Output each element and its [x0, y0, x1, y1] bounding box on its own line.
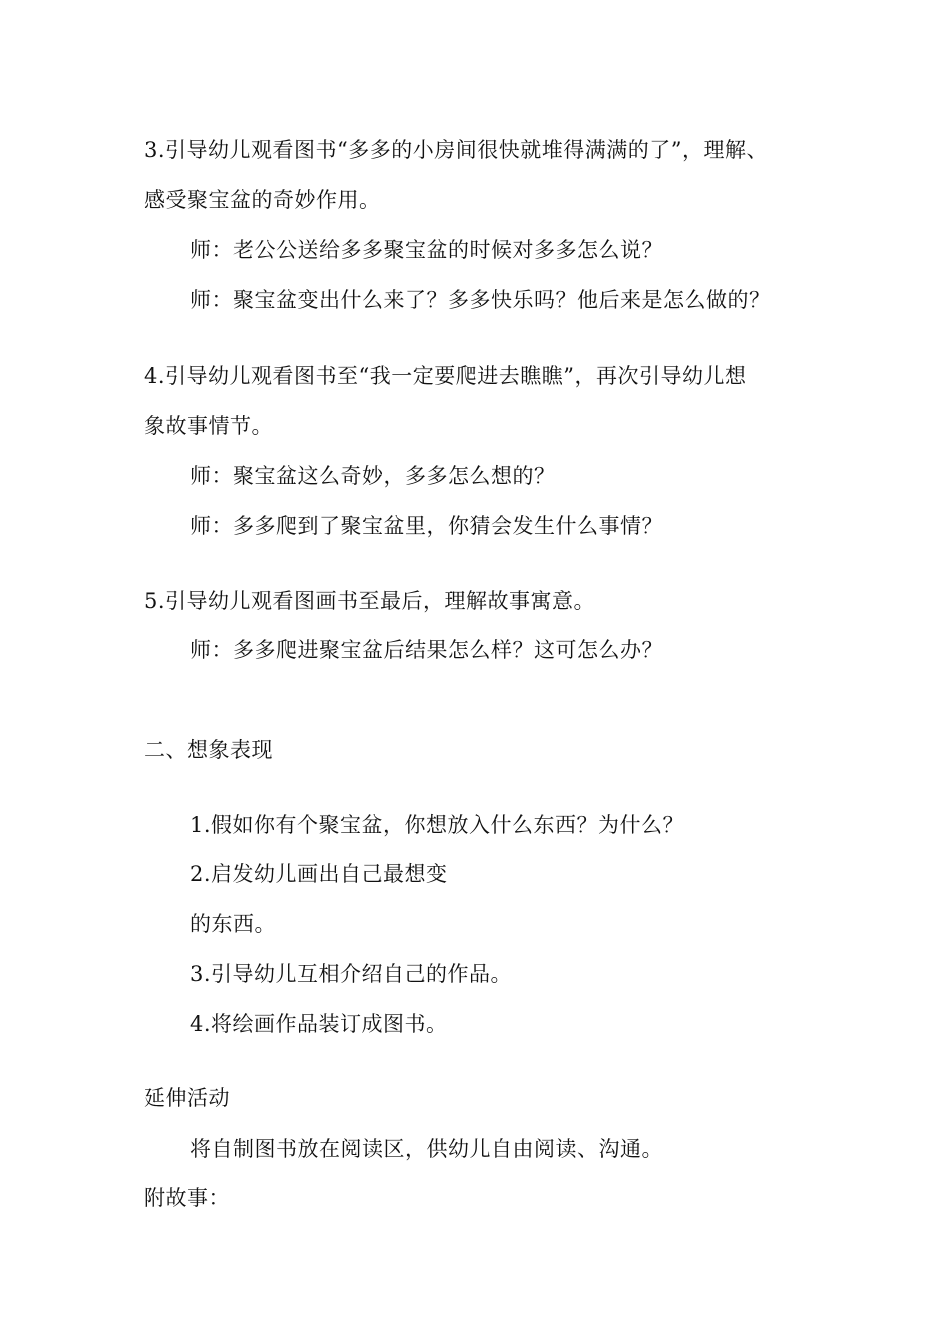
list-item: 4.将绘画作品装订成图书。	[190, 1012, 448, 1036]
step-4-line-2: 象故事情节。	[144, 414, 273, 438]
step-5-line: 5.引导幼儿观看图画书至最后，理解故事寓意。	[144, 589, 596, 613]
teacher-question: 师：多多爬到了聚宝盆里，你猜会发生什么事情？	[190, 514, 663, 538]
list-item-continuation: 的东西。	[190, 912, 276, 936]
paragraph: 将自制图书放在阅读区，供幼儿自由阅读、沟通。	[190, 1137, 663, 1161]
appendix-label: 附故事：	[144, 1186, 230, 1210]
step-3-line-2: 感受聚宝盆的奇妙作用。	[144, 188, 381, 212]
teacher-question: 师：老公公送给多多聚宝盆的时候对多多怎么说？	[190, 238, 663, 262]
step-4-line-1: 4.引导幼儿观看图书至“我一定要爬进去瞧瞧”，再次引导幼儿想	[144, 364, 747, 388]
section-heading: 二、想象表现	[144, 738, 273, 762]
teacher-question: 师：聚宝盆变出什么来了？多多快乐吗？他后来是怎么做的？	[190, 288, 771, 312]
list-item: 3.引导幼儿互相介绍自己的作品。	[190, 962, 513, 986]
step-3-line-1: 3.引导幼儿观看图书“多多的小房间很快就堆得满满的了”，理解、	[144, 138, 769, 162]
list-item: 1.假如你有个聚宝盆，你想放入什么东西？为什么？	[190, 813, 685, 837]
teacher-question: 师：多多爬进聚宝盆后结果怎么样？这可怎么办？	[190, 638, 663, 662]
section-heading: 延伸活动	[144, 1086, 230, 1110]
teacher-question: 师：聚宝盆这么奇妙，多多怎么想的？	[190, 464, 556, 488]
list-item: 2.启发幼儿画出自己最想变	[190, 862, 448, 886]
